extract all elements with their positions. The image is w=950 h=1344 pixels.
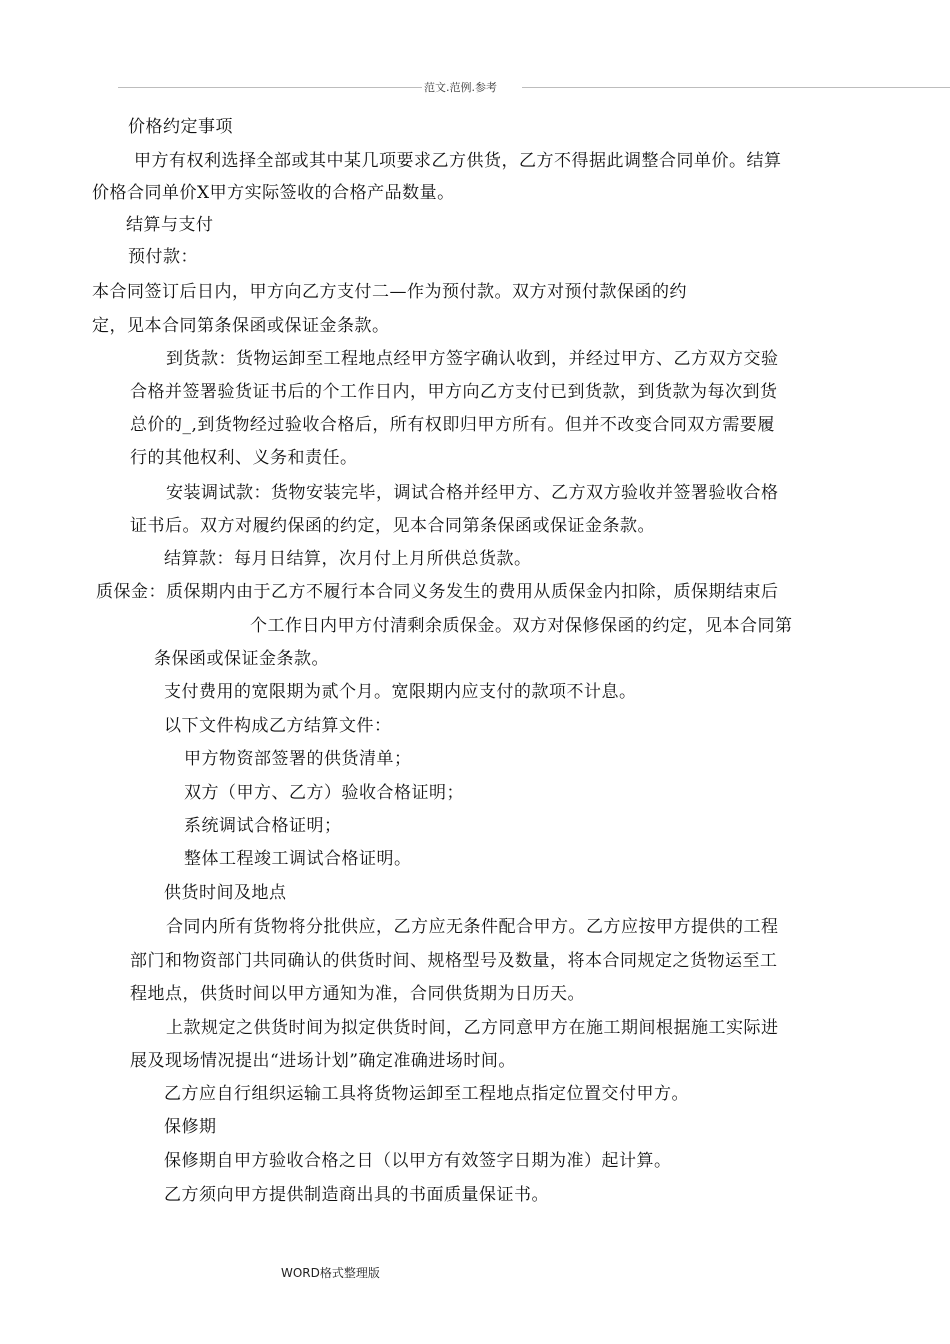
paragraph-line: 乙方须向甲方提供制造商出具的书面质量保证书。: [164, 1185, 549, 1205]
paragraph-line: 定，见本合同第条保函或保证金条款。: [92, 316, 390, 336]
paragraph-line: 展及现场情况提出“进场计划”确定准确进场时间。: [130, 1051, 516, 1071]
paragraph-line: 证书后。双方对履约保函的约定，见本合同第条保函或保证金条款。: [130, 516, 655, 536]
paragraph-line: 乙方应自行组织运输工具将货物运卸至工程地点指定位置交付甲方。: [164, 1084, 689, 1104]
page-footer: WORD格式整理版: [281, 1266, 380, 1280]
paragraph-line: 质保金：质保期内由于乙方不履行本合同义务发生的费用从质保金内扣除，质保期结束后: [96, 582, 779, 602]
list-item: 双方（甲方、乙方）验收合格证明；: [184, 783, 464, 803]
section-heading: 保修期: [164, 1117, 217, 1137]
paragraph-line: 合同内所有货物将分批供应，乙方应无条件配合甲方。乙方应按甲方提供的工程: [166, 917, 779, 937]
section-heading: 结算与支付: [126, 215, 214, 235]
paragraph-line: 行的其他权利、义务和责任。: [130, 448, 358, 468]
list-item: 系统调试合格证明；: [184, 816, 342, 836]
paragraph-line: 结算款：每月日结算，次月付上月所供总货款。: [164, 549, 532, 569]
paragraph-line: 个工作日内甲方付清剩余质保金。双方对保修保函的约定，见本合同第: [250, 616, 793, 636]
subsection-heading: 预付款：: [128, 247, 198, 267]
paragraph-line: 条保函或保证金条款。: [154, 649, 329, 669]
paragraph-line: 甲方有权利选择全部或其中某几项要求乙方供货，乙方不得据此调整合同单价。结算: [134, 151, 782, 171]
list-item: 甲方物资部签署的供货清单；: [184, 749, 412, 769]
page-header: 范文.范例.参考: [422, 80, 522, 95]
paragraph-line: 本合同签订后日内，甲方向乙方支付二—作为预付款。双方对预付款保函的约: [92, 282, 687, 302]
paragraph-line: 以下文件构成乙方结算文件：: [164, 716, 392, 736]
section-heading: 供货时间及地点: [164, 883, 287, 903]
paragraph-line: 到货款：货物运卸至工程地点经甲方签字确认收到，并经过甲方、乙方双方交验: [166, 349, 779, 369]
paragraph-line: 总价的_,到货物经过验收合格后，所有权即归甲方所有。但并不改变合同双方需要履: [130, 415, 775, 435]
list-item: 整体工程竣工调试合格证明。: [184, 849, 412, 869]
paragraph-line: 支付费用的宽限期为贰个月。宽限期内应支付的款项不计息。: [164, 682, 637, 702]
paragraph-line: 部门和物资部门共同确认的供货时间、规格型号及数量，将本合同规定之货物运至工: [130, 951, 778, 971]
paragraph-line: 程地点，供货时间以甲方通知为准，合同供货期为日历天。: [130, 984, 585, 1004]
paragraph-line: 合格并签署验货证书后的个工作日内，甲方向乙方支付已到货款，到货款为每次到货: [130, 382, 778, 402]
paragraph-line: 价格合同单价X甲方实际签收的合格产品数量。: [92, 183, 455, 203]
paragraph-line: 上款规定之供货时间为拟定供货时间，乙方同意甲方在施工期间根据施工实际进: [166, 1018, 779, 1038]
header-rule: [118, 87, 950, 88]
section-heading: 价格约定事项: [128, 117, 233, 137]
paragraph-line: 安装调试款：货物安装完毕，调试合格并经甲方、乙方双方验收并签署验收合格: [166, 483, 779, 503]
paragraph-line: 保修期自甲方验收合格之日（以甲方有效签字日期为准）起计算。: [164, 1151, 672, 1171]
